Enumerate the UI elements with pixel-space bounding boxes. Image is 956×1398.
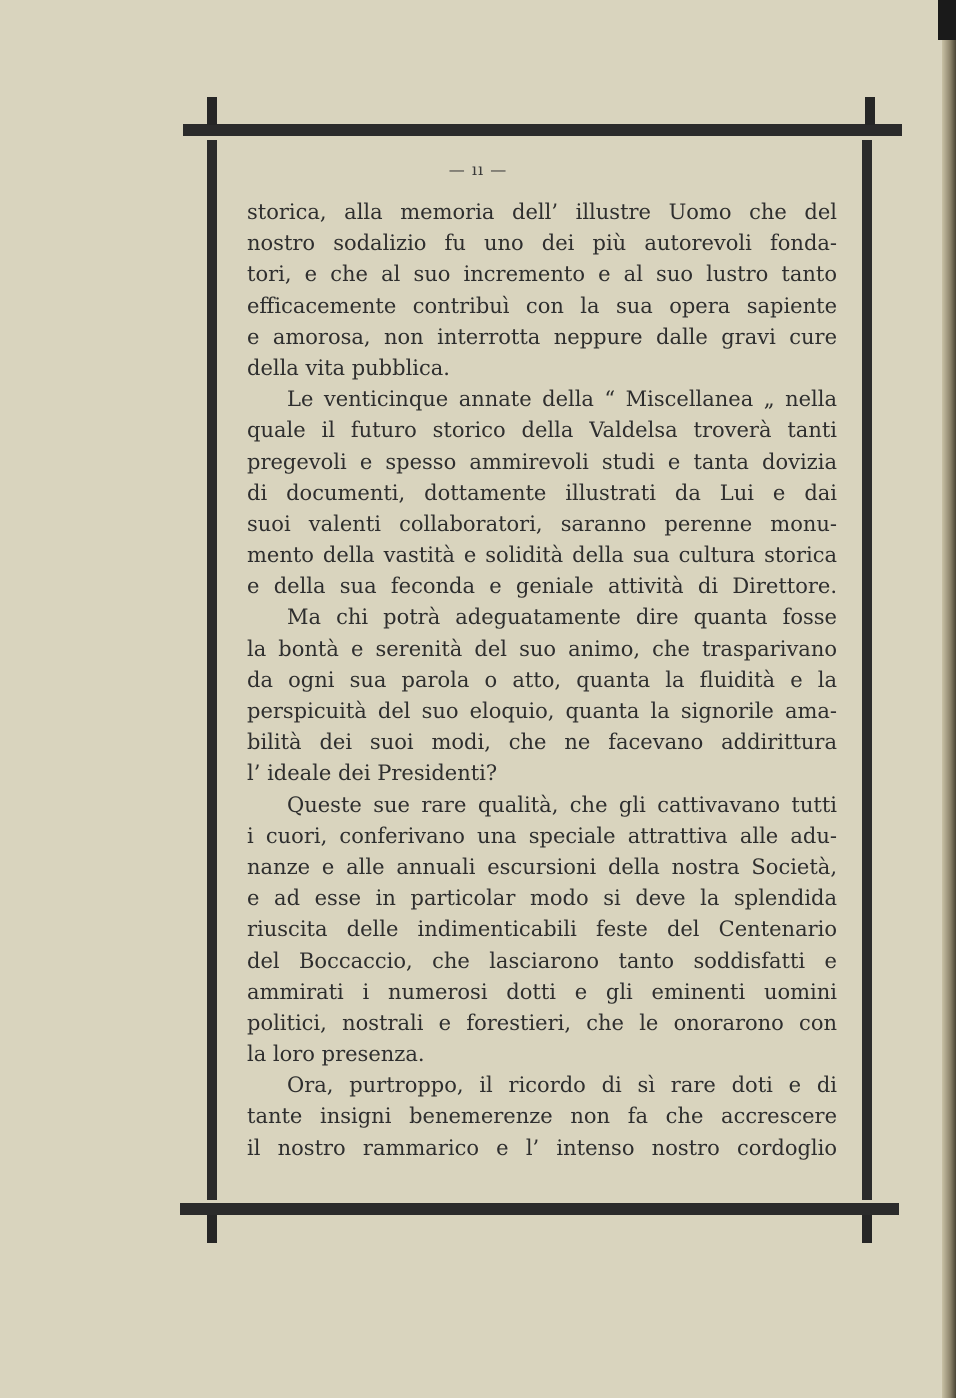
text-line: tante insigni benemerenze non fa che accrescere: [247, 1104, 837, 1129]
text-line: di documenti, dottamente illustrati da Lui e dai: [247, 480, 837, 505]
border-left-rule: [207, 140, 217, 1200]
text-line: politici, nostrali e forestieri, che le onorarono con: [247, 1010, 837, 1035]
text-line: nanze e alle annuali escursioni della nostra Società,: [247, 854, 837, 879]
border-stub-top-left: [207, 97, 217, 125]
text-line: efficacemente contribuì con la sua opera sapiente: [247, 293, 837, 318]
text-line: perspicuità del suo eloquio, quanta la signorile ama-: [247, 699, 837, 723]
text-line: l’ ideale dei Presidenti?: [247, 761, 498, 786]
page-corner-dark: [938, 0, 956, 40]
text-line: il nostro rammarico e l’ intenso nostro cordoglio: [247, 1135, 837, 1160]
text-line: Ma chi potrà adeguatamente dire quanta fosse: [287, 605, 837, 630]
page-number: — ıı —: [448, 160, 508, 179]
text-line: la loro presenza.: [247, 1042, 425, 1067]
border-stub-bottom-right: [862, 1215, 872, 1243]
text-line: e ad esse in particolar modo si deve la splendida: [247, 886, 837, 911]
text-line: Queste sue rare qualità, che gli cattivavano tutti: [287, 792, 837, 817]
text-line: bilità dei suoi modi, che ne facevano addirittura: [247, 730, 837, 755]
text-line: la bontà e serenità del suo animo, che trasparivano: [247, 636, 837, 661]
text-line: della vita pubblica.: [247, 355, 450, 380]
text-line: pregevoli e spesso ammirevoli studi e tanta dovizia: [247, 449, 837, 474]
text-line: Le venticinque annate della “ Miscellanea „ nella: [287, 387, 837, 412]
border-stub-bottom-left: [207, 1215, 217, 1243]
page-edge-shadow: [942, 0, 956, 1398]
text-line: quale il futuro storico della Valdelsa troverà tanti: [247, 418, 837, 443]
border-bottom-rule: [180, 1203, 899, 1215]
text-line: tori, e che al suo incremento e al suo lustro tanto: [247, 262, 837, 287]
text-line: e della sua feconda e geniale attività di Direttore.: [247, 574, 837, 599]
text-line: riuscita delle indimenticabili feste del Centenario: [247, 917, 837, 942]
border-stub-top-right: [865, 97, 875, 125]
text-line: da ogni sua parola o atto, quanta la fluidità e la: [247, 667, 837, 692]
text-line: suoi valenti collaboratori, saranno perenne monu-: [247, 511, 837, 536]
border-right-rule: [862, 140, 872, 1200]
text-line: storica, alla memoria dell’ illustre Uomo che del: [247, 200, 837, 224]
text-line: e amorosa, non interrotta neppure dalle gravi cure: [247, 324, 837, 349]
text-line: i cuori, conferivano una speciale attrattiva alle adu-: [247, 823, 837, 848]
text-line: mento della vastità e solidità della sua cultura storica: [247, 543, 837, 568]
text-line: Ora, purtroppo, il ricordo di sì rare doti e di: [287, 1073, 837, 1098]
text-line: ammirati i numerosi dotti e gli eminenti uomini: [247, 979, 837, 1004]
border-top-rule: [183, 124, 902, 136]
body-text: [247, 197, 837, 1164]
text-line: nostro sodalizio fu uno dei più autorevoli fonda-: [247, 231, 837, 256]
text-line: del Boccaccio, che lasciarono tanto soddisfatti e: [247, 948, 837, 973]
